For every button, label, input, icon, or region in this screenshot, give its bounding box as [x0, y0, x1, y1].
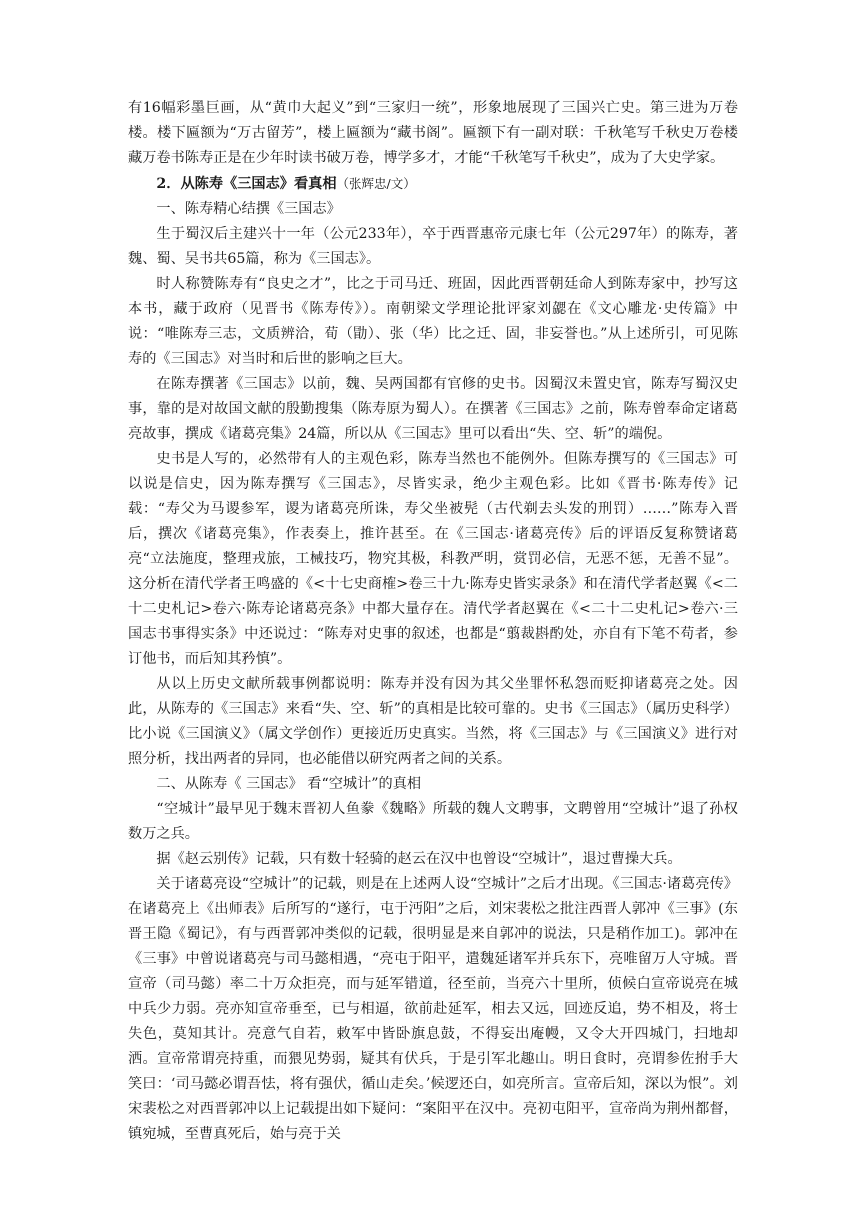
subheading-2: 二、从陈寿《 三国志》 看“空城计”的真相 [156, 776, 422, 792]
paragraph: 从以上历史文献所载事例都说明：陈寿并没有因为其父坐罪怀私怨而贬抑诸葛亮之处。因此，从陈寿的《三国志》来看“失、空、斩”的真相是比较可靠的。史书《三国志》（属历史科学）比小说《三国演义》（属文学创作）更接近历史真实。当然，将《三国志》与《三国演义》进行对照分析，找出两者的异同，也必能借以研究两者之间的关系。 [128, 676, 738, 767]
subheading-1: 一、陈寿精心结撰《三国志》 [156, 201, 341, 217]
paragraph: “空城计”最早见于魏末晋初人鱼豢《魏略》所载的魏人文聘事，文聘曾用“空城计”退了孙权数万之兵。 [128, 801, 738, 842]
paragraph: 时人称赞陈寿有“良史之才”，比之于司马迁、班固，因此西晋朝廷命人到陈寿家中，抄写这本书，藏于政府（见晋书《陈寿传》）。南朝梁文学理论批评家刘勰在《文心雕龙·史传篇》中说：“唯陈寿三志，文质辨洽，荀（勖）、张（华）比之迁、固，非妄誉也。”从上述所引，可见陈寿的《三国志》对当时和后世的影响之巨大。 [128, 276, 738, 367]
document-page [128, 96, 738, 1147]
section-heading [128, 171, 738, 197]
paragraph: 关于诸葛亮设“空城计”的记载，则是在上述两人设“空城计”之后才出现。《三国志·诸葛亮传》在诸葛亮上《出师表》后所写的“遂行，屯于沔阳”之后，刘宋裴松之批注西晋人郭冲《三事》(东晋王隐《蜀记》，有与西晋郭冲类似的记载，很明显是来自郭冲的说法，只是稍作加工)。郭冲在《三事》中曾说诸葛亮与司马懿相遇，“亮屯于阳平，遣魏延诸军并兵东下，亮唯留万人守城。晋宣帝（司马懿）率二十万众拒亮，而与延军错道，径至前，当亮六十里所，侦候白宣帝说亮在城中兵少力弱。亮亦知宣帝垂至，已与相逼，欲前赴延军，相去又远，回迹反追，势不相及，将士失色，莫知其计。亮意气自若，敕军中皆卧旗息鼓，不得妄出庵幔，又令大开四城门，扫地却洒。宣帝常谓亮持重，而猥见势弱，疑其有伏兵，于是引军北趣山。明日食时，亮谓参佐拊手大笑曰：‘司马懿必谓吾怯，将有强伏，循山走矣。’候逻还白，如亮所言。宣帝后知，深以为恨”。刘宋裴松之对西晋郭冲以上记载提出如下疑问：“案阳平在汉中。亮初屯阳平，宣帝尚为荆州都督，镇宛城，至曹真死后，始与亮于关 [128, 876, 738, 1142]
paragraph: 史书是人写的，必然带有人的主观色彩，陈寿当然也不能例外。但陈寿撰写的《三国志》可以说是信史，因为陈寿撰写《三国志》，尽皆实录，绝少主观色彩。比如《晋书·陈寿传》记载：“寿父为马谡参军，谡为诸葛亮所诛，寿父坐被髡（古代剃去头发的刑罚）……”陈寿入晋后，撰次《诸葛亮集》，作表奏上，推许甚至。在《三国志·诸葛亮传》后的评语反复称赞诸葛亮“立法施度，整理戎旅，工械技巧，物究其极，科教严明，赏罚必信，无恶不惩，无善不显”。这分析在清代学者王鸣盛的《<十七史商榷>卷三十九·陈寿史皆实录条》和在清代学者赵翼《<二十二史札记>卷六·陈寿论诸葛亮条》中都大量存在。清代学者赵翼在《<二十二史札记>卷六·三国志书事得实条》中还说过：“陈寿对史事的叙述，也都是“翦裁斟酌处，亦自有下笔不苟者，参订他书，而后知其矜慎”。 [128, 451, 738, 667]
paragraph: 据《赵云别传》记载，只有数十轻骑的赵云在汉中也曾设“空城计”，退过曹操大兵。 [156, 851, 682, 867]
paragraph-intro: 有16幅彩墨巨画，从“黄巾大起义”到“三家归一统”，形象地展现了三国兴亡史。第三进为万卷楼。楼下匾额为“万古留芳”，楼上匾额为“藏书阁”。匾额下有一副对联：千秋笔写千秋史万卷楼藏万卷书陈寿正是在少年时读书破万卷，博学多才，才能“千秋笔写千秋史”，成为了大史学家。 [128, 100, 738, 166]
paragraph: 生于蜀汉后主建兴十一年（公元233年），卒于西晋惠帝元康七年（公元297年）的陈寿，著魏、蜀、吴书共65篇，称为《三国志》。 [128, 226, 738, 267]
section-title: 2．从陈寿《三国志》看真相 [156, 176, 337, 192]
section-author: （张辉忠/文） [336, 176, 416, 191]
paragraph: 在陈寿撰著《三国志》以前，魏、吴两国都有官修的史书。因蜀汉未置史官，陈寿写蜀汉史事，靠的是对故国文献的殷勤搜集（陈寿原为蜀人）。在撰著《三国志》之前，陈寿曾奉命定诸葛亮故事，撰成《诸葛亮集》24篇，所以从《三国志》里可以看出“失、空、斩”的端倪。 [128, 376, 738, 442]
